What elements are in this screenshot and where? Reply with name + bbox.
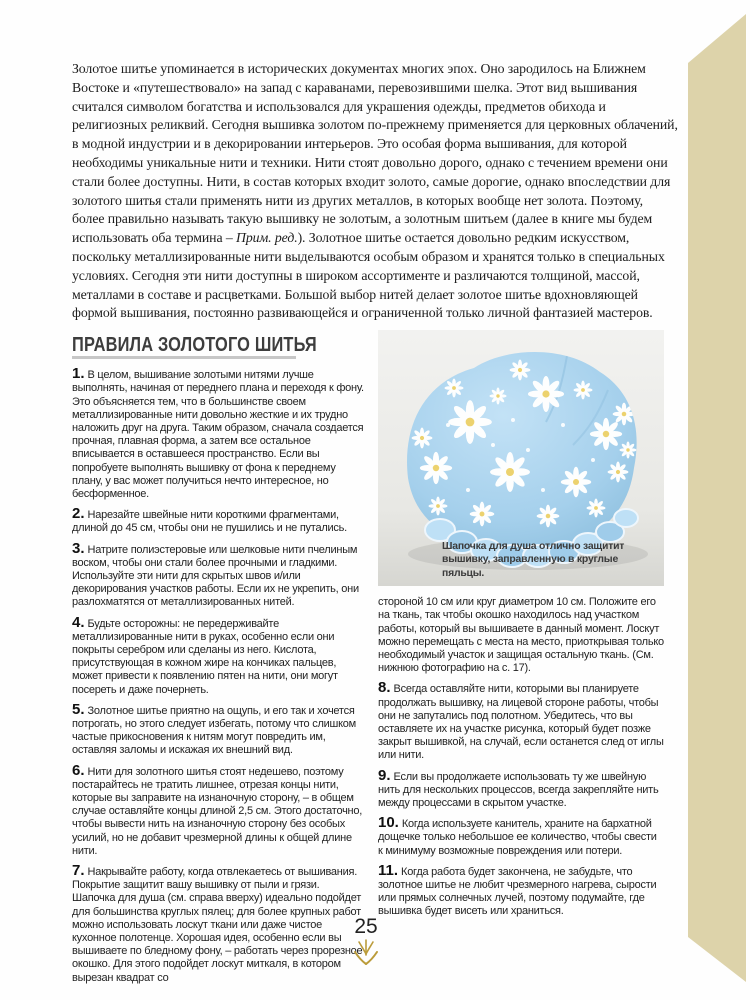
photo-shower-cap — [378, 330, 664, 586]
book-page-edge — [688, 14, 746, 982]
rule-item-9 — [378, 766, 664, 811]
rule-text: Накрывайте работу, когда отвлекаетесь от вышивания. Покрытие защитит вашу вышивку от пыли и грязи. Шапочка для душа (см. справа вверху) идеально подойдет для большинства круглых пялец; для более крупных работ можно использовать лоскут ткани или даже чистое кухонное полотенце. Хорошая идея, особенно если вы вышиваете по бледному фону, – работать через прорезное окошко. Для этого подойдет лоскут миткаля, в котором вырезан квадрат со — [72, 866, 363, 984]
rule-number: 5. — [72, 700, 85, 718]
intro-paragraph — [72, 60, 678, 323]
rule-number: 3. — [72, 539, 85, 557]
rule-text: В целом, вышивание золотыми нитями лучше выполнять, начиная от переднего плана и переходя к фону. Это объясняется тем, что в большинстве своем металлизированные нити довольно жесткие и их трудно наложить друг на друга. Таким образом, сначала создается прочная, плавная форма, а затем все остальное вписывается в оставшееся пространство. Если вы попробуете выполнять вышивку от фона к переднему плану, у вас может получиться нечто интересное, но бесформенное. — [72, 369, 364, 500]
rule-number: 4. — [72, 613, 85, 631]
rule-text: Будьте осторожны: не передерживайте металлизированные нити в руках, особенно если они покрыты серебром или сделаны из него. Кислота, присутствующая в кожном жире на кончиках пальцев, может привести к появлению пятен на нити, они могут посереть и даже почернеть. — [72, 617, 338, 696]
intro-editor-note: Прим. ред. — [235, 230, 298, 246]
rule-text: Нити для золотного шитья стоят недешево, поэтому постарайтесь не тратить лишнее, отрезая концы нити, которые вы заправите на изнаночную сторону, – в общем случае оставляйте концы длиной 2,5 см. Этого достаточно, чтобы вывести нить на изнаночную сторону без особых усилий, но не добавит чрезмерной длины к общей длине нити. — [72, 765, 363, 857]
rule-item-1 — [72, 367, 364, 501]
page-ornament-arrow-icon — [352, 939, 380, 967]
rule-item-2 — [72, 507, 364, 535]
rule-text: Натрите полиэстеровые или шелковые нити пчелиным воском, чтобы они стали более прочными и гладкими. Используйте эти нити для скрытых швов и/или декорирования участков работы. Если их не укрепить, они разлохматятся от металлизированных нитей. — [72, 543, 359, 609]
section-heading: ПРАВИЛА ЗОЛОТОГО ШИТЬЯ — [72, 330, 296, 359]
intro-text-1: Золотое шитье упоминается в исторических документах многих эпох. Оно зародилось на Ближнем Востоке и «путешествовало» на запад с караванами, перевозившими шелка. Этот вид вышивания считался символом богатства и использовался для украшения одежды, предметов обихода и религиозных реликвий. Сегодня вышивка золотом по-прежнему применяется для церковных облачений, в модной индустрии и в декорировании интерьеров. Это особая форма вышивания, для которой необходимы уникальные нити и техники. Нити стоят довольно дорого, однако с течением времени они стали более доступны. Нити, в состав которых входит золото, самые дорогие, однако впоследствии для золотого шитья стали применять нити из других металлов, в которых вообще нет золота. Поэтому, более правильно называть такую вышивку не золотым, а золотным шитьем (далее в книге мы будем использовать оба термина – — [72, 61, 678, 246]
right-column — [378, 330, 664, 991]
rule-number: 10. — [378, 814, 399, 832]
rule-item-8 — [378, 681, 664, 762]
rule-item-4 — [72, 613, 364, 697]
left-column — [72, 330, 364, 991]
rule-text: Всегда оставляйте нити, которыми вы планируете продолжать вышивку, на лицевой стороне работы, чтобы они не запутались под полотном. Убедитесь, что вы оставляете их на участке рисунка, который будет позже закрыт вышивкой, на случай, если останется след от иглы или нити. — [378, 683, 664, 762]
photo-caption: Шапочка для душа отлично защитит вышивку, заправленную в круглые пяльцы. — [442, 540, 625, 579]
rule-number: 6. — [72, 761, 85, 779]
rule-number: 1. — [72, 365, 85, 383]
rule-item-6 — [72, 761, 364, 858]
page-footer — [330, 916, 402, 972]
rule-text: Нарезайте швейные нити короткими фрагментами, длиной до 45 см, чтобы они не пушились и не путались. — [72, 509, 347, 535]
rule-number: 8. — [378, 679, 391, 697]
rule-text: Золотное шитье приятно на ощупь, и его так и хочется потрогать, но этого следует избегать, потому что слишком частые прикосновения к нитям могут повредить им, оставляя заломы и искажая их внешний вид. — [72, 704, 356, 757]
rule-text: Если вы продолжаете использовать ту же швейную нить для нескольких процессов, всегда закрепляйте нить между процессами в скрытом участке. — [378, 770, 659, 809]
rule-text: Когда работа будет закончена, не забудьте, что золотное шитье не любит чрезмерного нагрева, сырости или прямых солнечных лучей, поэтому подумайте, где вышивка будет висеть или храниться. — [378, 865, 657, 918]
rule-text: Когда используете канитель, храните на бархатной дощечке только небольшое ее количество, чтобы свести к минимуму возможные повреждения или потери. — [378, 818, 657, 857]
two-column-layout — [72, 330, 678, 991]
intro-text-2: ). Золотное шитье остается довольно редким искусством, поскольку металлизированные нити выделываются особым образом и хранятся только в специальных условиях. Сегодня эти нити доступны в широком ассортименте и различаются толщиной, массой, металлами в составе и расцветками. Большой выбор нитей делает золотое шитье вдохновляющей формой вышивания, постоянно развивающейся и ограниченной только личной фантазией мастеров. — [72, 230, 665, 321]
page-content — [72, 60, 678, 991]
rule-number: 9. — [378, 766, 391, 784]
rule-item-10 — [378, 816, 664, 858]
rule-item-7 — [72, 864, 364, 985]
rule-item-3 — [72, 539, 364, 610]
rule-number: 2. — [72, 505, 85, 523]
rule-number: 7. — [72, 862, 85, 880]
rule-number: 11. — [378, 861, 399, 879]
page-number: 25 — [354, 915, 378, 938]
rule-item-11 — [378, 861, 664, 919]
rule-item-5 — [72, 700, 364, 758]
rule-item-7-continuation: стороной 10 см или круг диаметром 10 см. Положите его на ткань, так чтобы окошко находилось над участком работы, который вы вышиваете в данный момент. Лоскут можно перемещать с места на место, приоткрывая только необходимый участок и защищая остальную ткань. (См. нижнюю фотографию на с. 17). — [378, 596, 664, 675]
